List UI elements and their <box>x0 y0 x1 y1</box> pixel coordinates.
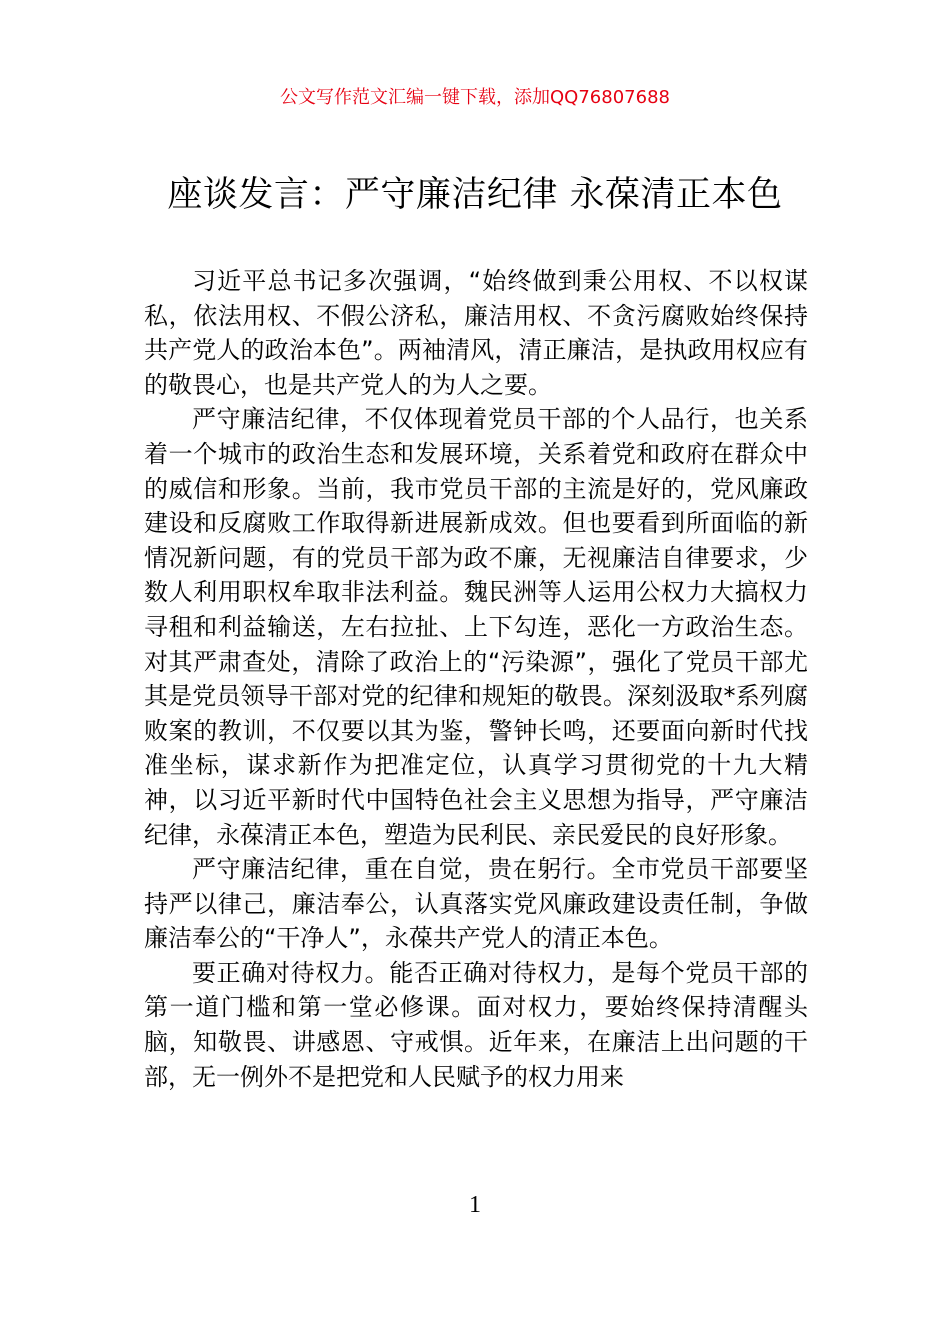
document-body <box>144 264 808 1094</box>
paragraph-1: 习近平总书记多次强调，“始终做到秉公用权、不以权谋私，依法用权、不假公济私，廉洁用权、不贪污腐败始终保持共产党人的政治本色”。两袖清风，清正廉洁，是执政用权应有的敬畏心，也是共产党人的为人之要。 <box>144 267 808 399</box>
paragraph-4: 要正确对待权力。能否正确对待权力，是每个党员干部的第一道门槛和第一堂必修课。面对权力，要始终保持清醒头脑，知敬畏、讲感恩、守戒惧。近年来，在廉洁上出问题的干部，无一例外不是把党和人民赋予的权力用来 <box>144 958 808 1091</box>
document-title: 座谈发言：严守廉洁纪律 永葆清正本色 <box>167 175 783 215</box>
download-banner: 公文写作范文汇编一键下载，添加QQ76807688 <box>280 87 670 108</box>
paragraph-3: 严守廉洁纪律，重在自觉，贵在躬行。全市党员干部要坚持严以律己，廉洁奉公，认真落实党风廉政建设责任制，争做廉洁奉公的“干净人”，永葆共产党人的清正本色。 <box>144 855 808 953</box>
page-number: 1 <box>469 1192 481 1218</box>
paragraph-2: 严守廉洁纪律，不仅体现着党员干部的个人品行，也关系着一个城市的政治生态和发展环境，关系着党和政府在群众中的威信和形象。当前，我市党员干部的主流是好的，党风廉政建设和反腐败工作取得新进展新成效。但也要看到所面临的新情况新问题，有的党员干部为政不廉，无视廉洁自律要求，少数人利用职权牟取非法利益。魏民洲等人运用公权力大搞权力寻租和利益输送，左右拉扯、上下勾连，恶化一方政治生态。对其严肃查处，清除了政治上的“污染源”，强化了党员干部尤其是党员领导干部对党的纪律和规矩的敬畏。深刻汲取*系列腐败案的教训，不仅要以其为鉴，警钟长鸣，还要面向新时代找准坐标，谋求新作为把准定位，认真学习贯彻党的十九大精神，以习近平新时代中国特色社会主义思想为指导，严守廉洁纪律，永葆清正本色，塑造为民利民、亲民爱民的良好形象。 <box>144 405 808 849</box>
